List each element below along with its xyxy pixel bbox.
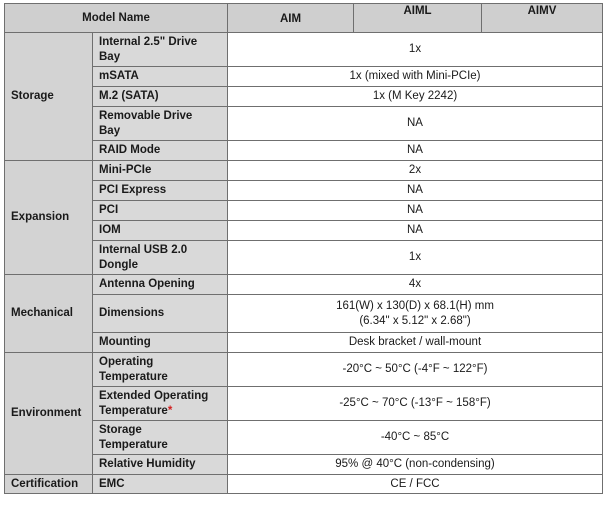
value-text: CE / FCC [390,477,440,490]
value-text: NA [407,204,423,217]
value-text: -40°C ~ 85°C [380,431,450,444]
model-header-aiml: AIML [354,4,482,33]
feature-cell [93,87,228,107]
category-cell: Environment [5,353,93,475]
category-cell: Mechanical [5,275,93,353]
feature-label: Antenna Opening [99,278,195,291]
feature-cell [93,67,228,87]
model-name-header: Model Name [5,4,228,33]
table-row [5,295,603,333]
value-text: 4x [408,278,422,291]
model-header-aimv: AIMV [482,4,603,33]
feature-label: Mini-PCIe [99,164,152,177]
value-text: 1x (mixed with Mini-PCIe) [349,70,481,83]
feature-cell [93,387,228,421]
feature-label: Bay [99,124,121,137]
value-cell [228,201,603,221]
value-text: 2x [408,164,422,177]
value-text: -25°C ~ 70°C (-13°F ~ 158°F) [339,397,491,410]
feature-cell [93,475,228,494]
model-header-aim: AIM [228,4,354,33]
feature-label: M.2 (SATA) [99,90,159,103]
value-text: NA [407,224,423,237]
value-cell [228,221,603,241]
value-cell [228,161,603,181]
value-cell [228,353,603,387]
feature-label: PCI [99,204,119,217]
value-text: 1x (M Key 2242) [372,90,458,103]
feature-label: Temperature [99,370,168,383]
feature-cell [93,455,228,475]
feature-label: Storage [99,424,142,437]
value-cell [228,33,603,67]
feature-cell [93,161,228,181]
value-cell [228,181,603,201]
feature-label: Relative Humidity [99,458,196,471]
feature-cell [93,141,228,161]
value-text: NA [407,117,423,130]
table-row [5,67,603,87]
spec-table-container [4,3,602,494]
value-text: Desk bracket / wall-mount [348,336,482,349]
value-text: 1x [408,251,422,264]
table-row [5,275,603,295]
feature-cell [93,33,228,67]
feature-label: PCI Express [99,184,167,197]
value-text: NA [407,144,423,157]
value-text: (6.34" x 5.12" x 2.68") [359,314,471,327]
value-cell [228,421,603,455]
value-cell [228,107,603,141]
value-text: -20°C ~ 50°C (-4°F ~ 122°F) [342,363,488,376]
value-cell [228,333,603,353]
table-row [5,455,603,475]
value-cell [228,295,603,333]
value-text: NA [407,184,423,197]
specification-table [4,3,603,494]
table-row [5,181,603,201]
table-row [5,241,603,275]
feature-label: Removable Drive [99,110,193,123]
value-cell [228,475,603,494]
table-row [5,201,603,221]
value-cell [228,275,603,295]
feature-cell [93,333,228,353]
value-text: 161(W) x 130(D) x 68.1(H) mm [336,300,494,313]
feature-label-line [99,404,221,418]
feature-label: mSATA [99,70,139,83]
feature-label: Temperature [99,404,168,417]
feature-label: Temperature [99,438,168,451]
feature-cell [93,241,228,275]
feature-cell [93,181,228,201]
feature-cell [93,201,228,221]
category-cell: Storage [5,33,93,161]
category-cell: Certification [5,475,93,494]
feature-label: IOM [99,224,121,237]
table-row [5,333,603,353]
table-body [5,33,603,494]
value-cell [228,87,603,107]
feature-cell [93,421,228,455]
feature-label: Extended Operating [99,390,209,403]
table-row [5,33,603,67]
feature-label: Internal 2.5" Drive [99,36,198,49]
feature-label: Dongle [99,258,138,271]
table-row [5,87,603,107]
value-cell [228,455,603,475]
feature-cell [93,295,228,333]
category-cell: Expansion [5,161,93,275]
value-cell [228,241,603,275]
table-row [5,421,603,455]
feature-cell [93,353,228,387]
table-row [5,475,603,494]
value-cell [228,67,603,87]
feature-label: EMC [99,477,125,490]
feature-label: Mounting [99,336,151,349]
feature-cell [93,221,228,241]
footnote-asterisk: * [167,404,173,417]
feature-label: Dimensions [99,307,165,320]
table-row [5,353,603,387]
table-row [5,107,603,141]
feature-label: Bay [99,50,121,63]
table-row [5,221,603,241]
feature-label: Internal USB 2.0 [99,244,188,257]
table-row [5,141,603,161]
feature-label: Operating [99,356,154,369]
table-row [5,161,603,181]
value-text: 1x [408,43,422,56]
feature-cell [93,107,228,141]
value-text: 95% @ 40°C (non-condensing) [335,458,495,471]
table-header-row [5,4,603,33]
feature-cell [93,275,228,295]
value-cell [228,141,603,161]
feature-label: RAID Mode [99,144,161,157]
value-cell [228,387,603,421]
table-row [5,387,603,421]
